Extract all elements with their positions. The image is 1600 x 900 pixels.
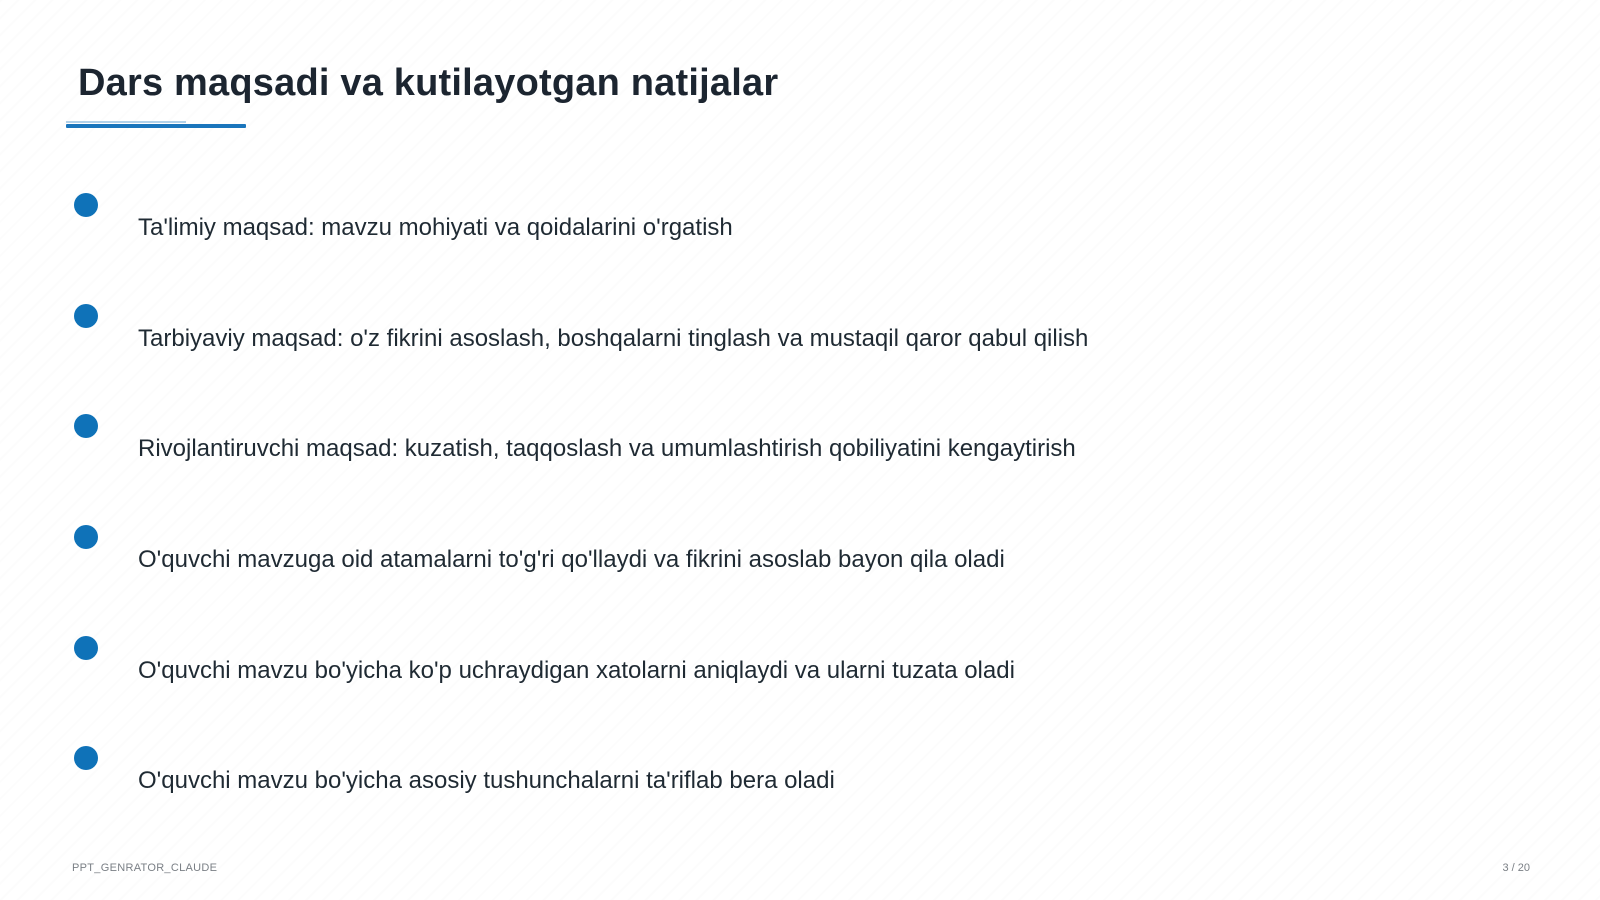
bullet-dot-icon	[74, 525, 98, 549]
page-indicator: 3 / 20	[1502, 862, 1530, 874]
bullet-item	[74, 746, 1374, 846]
bullet-text: Tarbiyaviy maqsad: o'z fikrini asoslash, boshqalarni tinglash va mustaqil qaror qabul qilish	[138, 325, 1089, 352]
bullet-text: Rivojlantiruvchi maqsad: kuzatish, taqqoslash va umumlashtirish qobiliyatini kengaytirish	[138, 435, 1076, 462]
bullet-item	[74, 636, 1374, 736]
bullet-item	[74, 304, 1374, 404]
bullet-text: O'quvchi mavzu bo'yicha ko'p uchraydigan xatolarni aniqlaydi va ularni tuzata oladi	[138, 657, 1015, 684]
bullet-dot-icon	[74, 746, 98, 770]
bullet-item	[74, 193, 1374, 293]
bullet-dot-icon	[74, 636, 98, 660]
bullet-item	[74, 414, 1374, 514]
bullet-item	[74, 525, 1374, 625]
bullet-dot-icon	[74, 304, 98, 328]
bullet-dot-icon	[74, 414, 98, 438]
footer-source-label: PPT_GENRATOR_CLAUDE	[72, 862, 218, 874]
bullet-dot-icon	[74, 193, 98, 217]
bullet-text: Ta'limiy maqsad: mavzu mohiyati va qoidalarini o'rgatish	[138, 214, 733, 241]
slide-title: Dars maqsadi va kutilayotgan natijalar	[78, 62, 779, 104]
bullet-text: O'quvchi mavzuga oid atamalarni to'g'ri qo'llaydi va fikrini asoslab bayon qila oladi	[138, 546, 1005, 573]
bullet-text: O'quvchi mavzu bo'yicha asosiy tushunchalarni ta'riflab bera oladi	[138, 767, 835, 794]
